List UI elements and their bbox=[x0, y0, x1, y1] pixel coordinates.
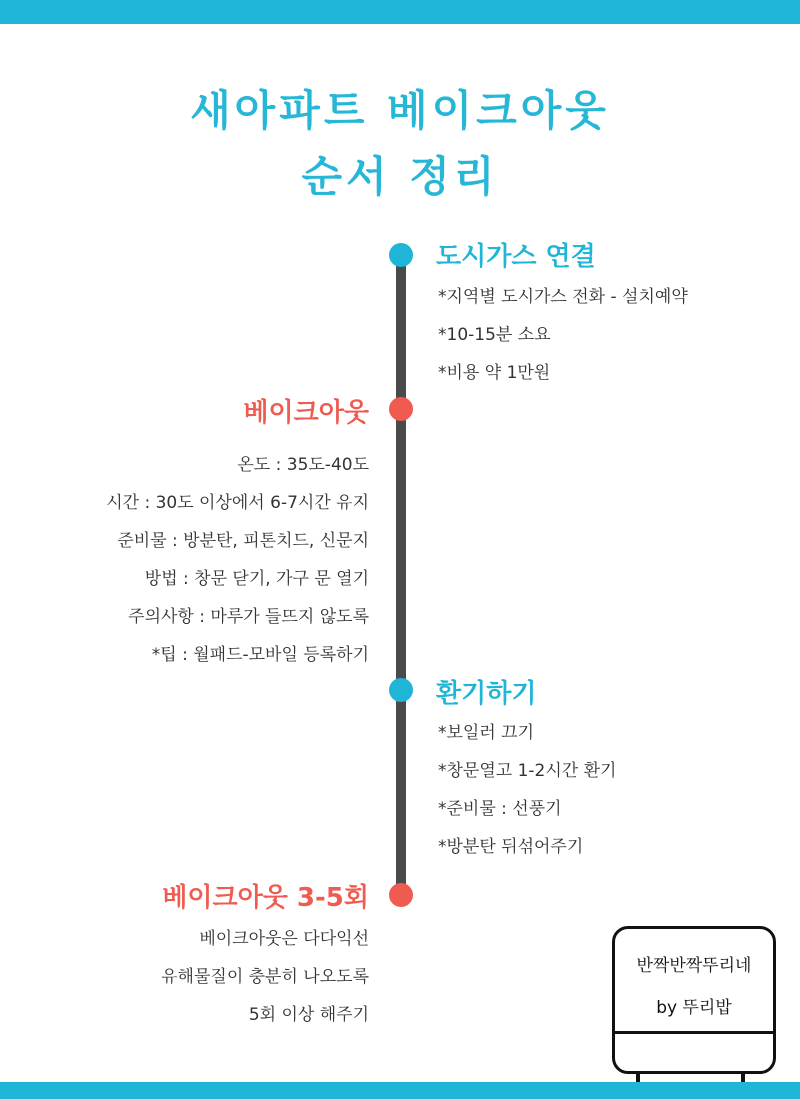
timeline-dot-bakeout bbox=[389, 397, 413, 421]
bakeout-steps-list bbox=[106, 446, 369, 674]
top-accent-bar bbox=[0, 0, 800, 24]
section-title-ventilate: 환기하기 bbox=[436, 679, 537, 709]
list-item: 베이크아웃은 다다익선 bbox=[199, 929, 369, 949]
page-title-line1: 새아파트 베이크아웃 bbox=[190, 86, 610, 135]
timeline-dot-gas bbox=[389, 243, 413, 267]
list-item: 준비물 : 방분탄, 피톤치드, 신문지 bbox=[117, 531, 369, 551]
list-item: *비용 약 1만원 bbox=[438, 363, 551, 383]
timeline-dot-repeat bbox=[389, 883, 413, 907]
list-item: *보일러 끄기 bbox=[438, 723, 535, 743]
ventilate-steps-list bbox=[438, 714, 616, 866]
bottom-accent-bar bbox=[0, 1082, 800, 1099]
section-title-bakeout: 베이크아웃 bbox=[243, 398, 369, 428]
list-item: 시간 : 30도 이상에서 6-7시간 유지 bbox=[106, 493, 369, 513]
badge-name: 반짝반짝뚜리네 bbox=[636, 956, 752, 976]
list-item: 주의사항 : 마루가 들뜨지 않도록 bbox=[128, 607, 369, 627]
badge-author: by 뚜리밥 bbox=[656, 998, 732, 1018]
timeline-dot-ventilate bbox=[389, 678, 413, 702]
list-item: *팁 : 월패드-모바일 등록하기 bbox=[151, 645, 369, 665]
page-title-line2: 순서 정리 bbox=[301, 152, 499, 201]
list-item: 방법 : 창문 닫기, 가구 문 열기 bbox=[144, 569, 369, 589]
timeline-line bbox=[396, 256, 406, 896]
list-item: *10-15분 소요 bbox=[438, 325, 551, 345]
list-item: 유해물질이 충분히 나오도록 bbox=[161, 967, 369, 987]
list-item: *준비물 : 선풍기 bbox=[438, 799, 562, 819]
list-item: 5회 이상 해주기 bbox=[248, 1005, 369, 1025]
repeat-notes-list bbox=[161, 920, 369, 1034]
section-title-gas: 도시가스 연결 bbox=[436, 242, 596, 272]
list-item: *창문열고 1-2시간 환기 bbox=[438, 761, 617, 781]
badge-divider bbox=[615, 1031, 773, 1034]
list-item: *방분탄 뒤섞어주기 bbox=[438, 837, 584, 857]
list-item: 온도 : 35도-40도 bbox=[237, 455, 369, 475]
list-item: *지역별 도시가스 전화 - 설치예약 bbox=[438, 287, 688, 307]
section-title-repeat: 베이크아웃 3-5회 bbox=[162, 883, 369, 913]
gas-steps-list bbox=[438, 278, 688, 392]
author-badge bbox=[612, 926, 776, 1074]
